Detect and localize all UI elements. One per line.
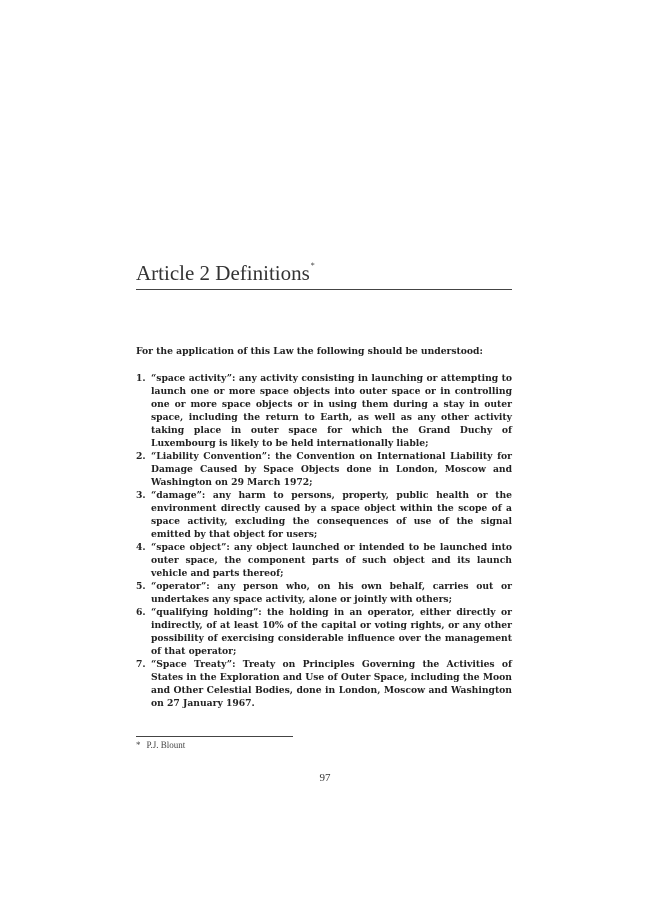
- footnote: [136, 740, 185, 750]
- footnote-divider: [136, 736, 293, 737]
- definition-item: [136, 450, 512, 489]
- definition-text: “Liability Convention”: the Convention on International Liability for Damage Caused by Space Objects done in London, Moscow and Washington on 29 March 1972;: [151, 451, 512, 488]
- definition-text: “space activity”: any activity consisting in launching or attempting to launch one or more space objects into outer space or in controlling one or more space objects or in using them during a stay in outer space, including the return to Earth, as well as any other activity taking place in outer space for which the Grand Duchy of Luxembourg is likely to be held internationally liable;: [151, 373, 512, 449]
- definition-item: [136, 489, 512, 541]
- definition-item: [136, 541, 512, 580]
- definition-text: “qualifying holding”: the holding in an operator, either directly or indirectly, of at least 10% of the capital or voting rights, or any other possibility of exercising considerable influence over the management of that operator;: [151, 607, 512, 657]
- page-number: 97: [319, 772, 331, 784]
- definition-item: [136, 580, 512, 606]
- footnote-reference: *: [310, 261, 315, 270]
- definitions-list: [136, 372, 512, 710]
- intro-paragraph: For the application of this Law the following should be understood:: [136, 346, 483, 357]
- article-heading: [136, 254, 512, 290]
- definition-text: “damage”: any harm to persons, property, public health or the environment directly caused by a space object within the scope of a space activity, excluding the consequences of use of the signal emitted by that object for users;: [151, 490, 512, 540]
- definition-text: “space object”: any object launched or intended to be launched into outer space, the component parts of such object and its launch vehicle and parts thereof;: [151, 542, 512, 579]
- definition-number: 7.: [136, 659, 146, 670]
- definition-item: [136, 658, 512, 710]
- definition-number: 4.: [136, 542, 146, 553]
- footnote-text: P.J. Blount: [146, 740, 186, 750]
- definition-text: “operator”: any person who, on his own behalf, carries out or undertakes any space activity, alone or jointly with others;: [151, 581, 512, 605]
- definition-number: 2.: [136, 451, 146, 462]
- definition-number: 1.: [136, 373, 146, 384]
- definition-item: [136, 372, 512, 450]
- definition-number: 6.: [136, 607, 146, 618]
- page-title: [136, 254, 512, 290]
- definition-number: 5.: [136, 581, 146, 592]
- definition-item: [136, 606, 512, 658]
- definition-number: 3.: [136, 490, 146, 501]
- footnote-marker: *: [136, 740, 141, 750]
- article-title-text: Article 2 Definitions: [136, 261, 310, 285]
- definition-text: “Space Treaty”: Treaty on Principles Governing the Activities of States in the Exploration and Use of Outer Space, including the Moon and Other Celestial Bodies, done in London, Moscow and Washington on 27 January 1967.: [151, 659, 512, 709]
